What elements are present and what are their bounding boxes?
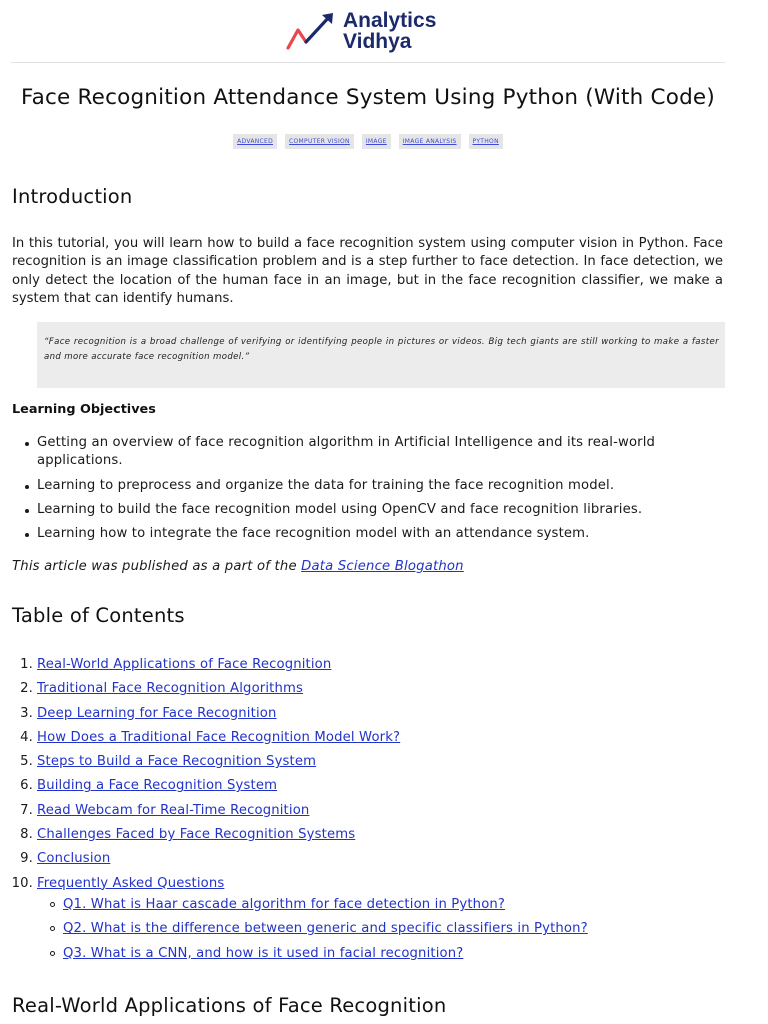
list-item: Learning to preprocess and organize the data for training the face recognition model. <box>0 477 700 495</box>
toc-number: 2. <box>20 681 33 697</box>
toc-item <box>0 705 700 729</box>
blogathon-note <box>12 559 464 574</box>
toc-link[interactable]: Frequently Asked Questions <box>37 875 225 891</box>
toc-number: 8. <box>20 827 33 843</box>
blogathon-link[interactable]: Data Science Blogathon <box>301 559 464 574</box>
faq-sublist <box>0 896 700 969</box>
article-title: Face Recognition Attendance System Using Python (With Code) <box>21 85 715 110</box>
tag-list <box>0 134 736 149</box>
toc-heading: Table of Contents <box>12 604 185 627</box>
tag-computer-vision[interactable]: COMPUTER VISION <box>285 134 354 149</box>
section-heading: Real-World Applications of Face Recognition <box>12 994 447 1017</box>
analytics-trend-arrow-icon <box>286 12 338 54</box>
tag-image-analysis[interactable]: IMAGE ANALYSIS <box>399 134 461 149</box>
tag-python[interactable]: PYTHON <box>469 134 503 149</box>
toc-item <box>0 802 700 826</box>
faq-item <box>0 896 700 920</box>
faq-item <box>0 920 700 944</box>
toc-link[interactable]: Challenges Faced by Face Recognition Systems <box>37 827 356 843</box>
toc-link[interactable]: Deep Learning for Face Recognition <box>37 705 277 721</box>
faq-link[interactable]: Q2. What is the difference between generic and specific classifiers in Python? <box>63 921 588 937</box>
toc-link[interactable]: Conclusion <box>37 851 111 867</box>
toc-link[interactable]: Real-World Applications of Face Recognition <box>37 657 332 672</box>
brand-name <box>343 10 436 52</box>
toc-number: 10. <box>11 875 33 891</box>
toc-link[interactable]: Read Webcam for Real-Time Recognition <box>37 802 310 818</box>
toc-item <box>0 826 700 850</box>
quote-text: “Face recognition is a broad challenge of verifying or identifying people in pictures or videos. Big tech giants are still working to make a faster and more accurate face recognition model.” <box>44 337 719 363</box>
toc-link[interactable]: How Does a Traditional Face Recognition Model Work? <box>37 729 401 745</box>
toc-item <box>0 753 700 777</box>
toc-link[interactable]: Building a Face Recognition System <box>37 778 278 794</box>
brand-line-2: Vidhya <box>343 30 412 53</box>
toc-number: 5. <box>20 754 33 770</box>
list-item: Getting an overview of face recognition algorithm in Artificial Intelligence and its real-world applications. <box>0 434 700 471</box>
blockquote <box>37 322 725 388</box>
introduction-heading: Introduction <box>12 185 133 208</box>
learning-objectives-heading: Learning Objectives <box>12 402 156 417</box>
toc-link[interactable]: Steps to Build a Face Recognition System <box>37 754 317 770</box>
toc-number: 6. <box>20 778 33 794</box>
toc-item <box>0 850 700 874</box>
toc-item <box>0 656 700 680</box>
tag-image[interactable]: IMAGE <box>362 134 391 149</box>
toc-number: 9. <box>20 851 33 867</box>
learning-objectives-list <box>0 434 700 549</box>
site-logo[interactable] <box>286 8 456 58</box>
list-item: Learning to build the face recognition model using OpenCV and face recognition libraries. <box>0 501 700 519</box>
toc-item <box>0 680 700 704</box>
list-item: Learning how to integrate the face recognition model with an attendance system. <box>0 525 700 543</box>
toc-number: 4. <box>20 729 33 745</box>
toc-number: 3. <box>20 705 33 721</box>
intro-paragraph: In this tutorial, you will learn how to build a face recognition system using computer vision in Python. Face recognition is an image classification problem and is a step further to face detection. In face detection, we only detect the location of the human face in an image, but in the face recognition classifier, we make a system that can identify humans. <box>12 236 723 306</box>
blogathon-prefix: This article was published as a part of the <box>12 559 302 574</box>
faq-item <box>0 945 700 969</box>
tag-advanced[interactable]: ADVANCED <box>233 134 277 149</box>
faq-link[interactable]: Q3. What is a CNN, and how is it used in facial recognition? <box>63 945 464 961</box>
toc-link[interactable]: Traditional Face Recognition Algorithms <box>37 681 304 697</box>
header-divider <box>11 62 725 63</box>
table-of-contents <box>0 656 700 899</box>
toc-number: 1. <box>20 657 33 672</box>
toc-number: 7. <box>20 802 33 818</box>
brand-line-1: Analytics <box>343 9 437 32</box>
toc-item <box>0 777 700 801</box>
toc-item <box>0 729 700 753</box>
faq-link[interactable]: Q1. What is Haar cascade algorithm for face detection in Python? <box>63 897 506 912</box>
